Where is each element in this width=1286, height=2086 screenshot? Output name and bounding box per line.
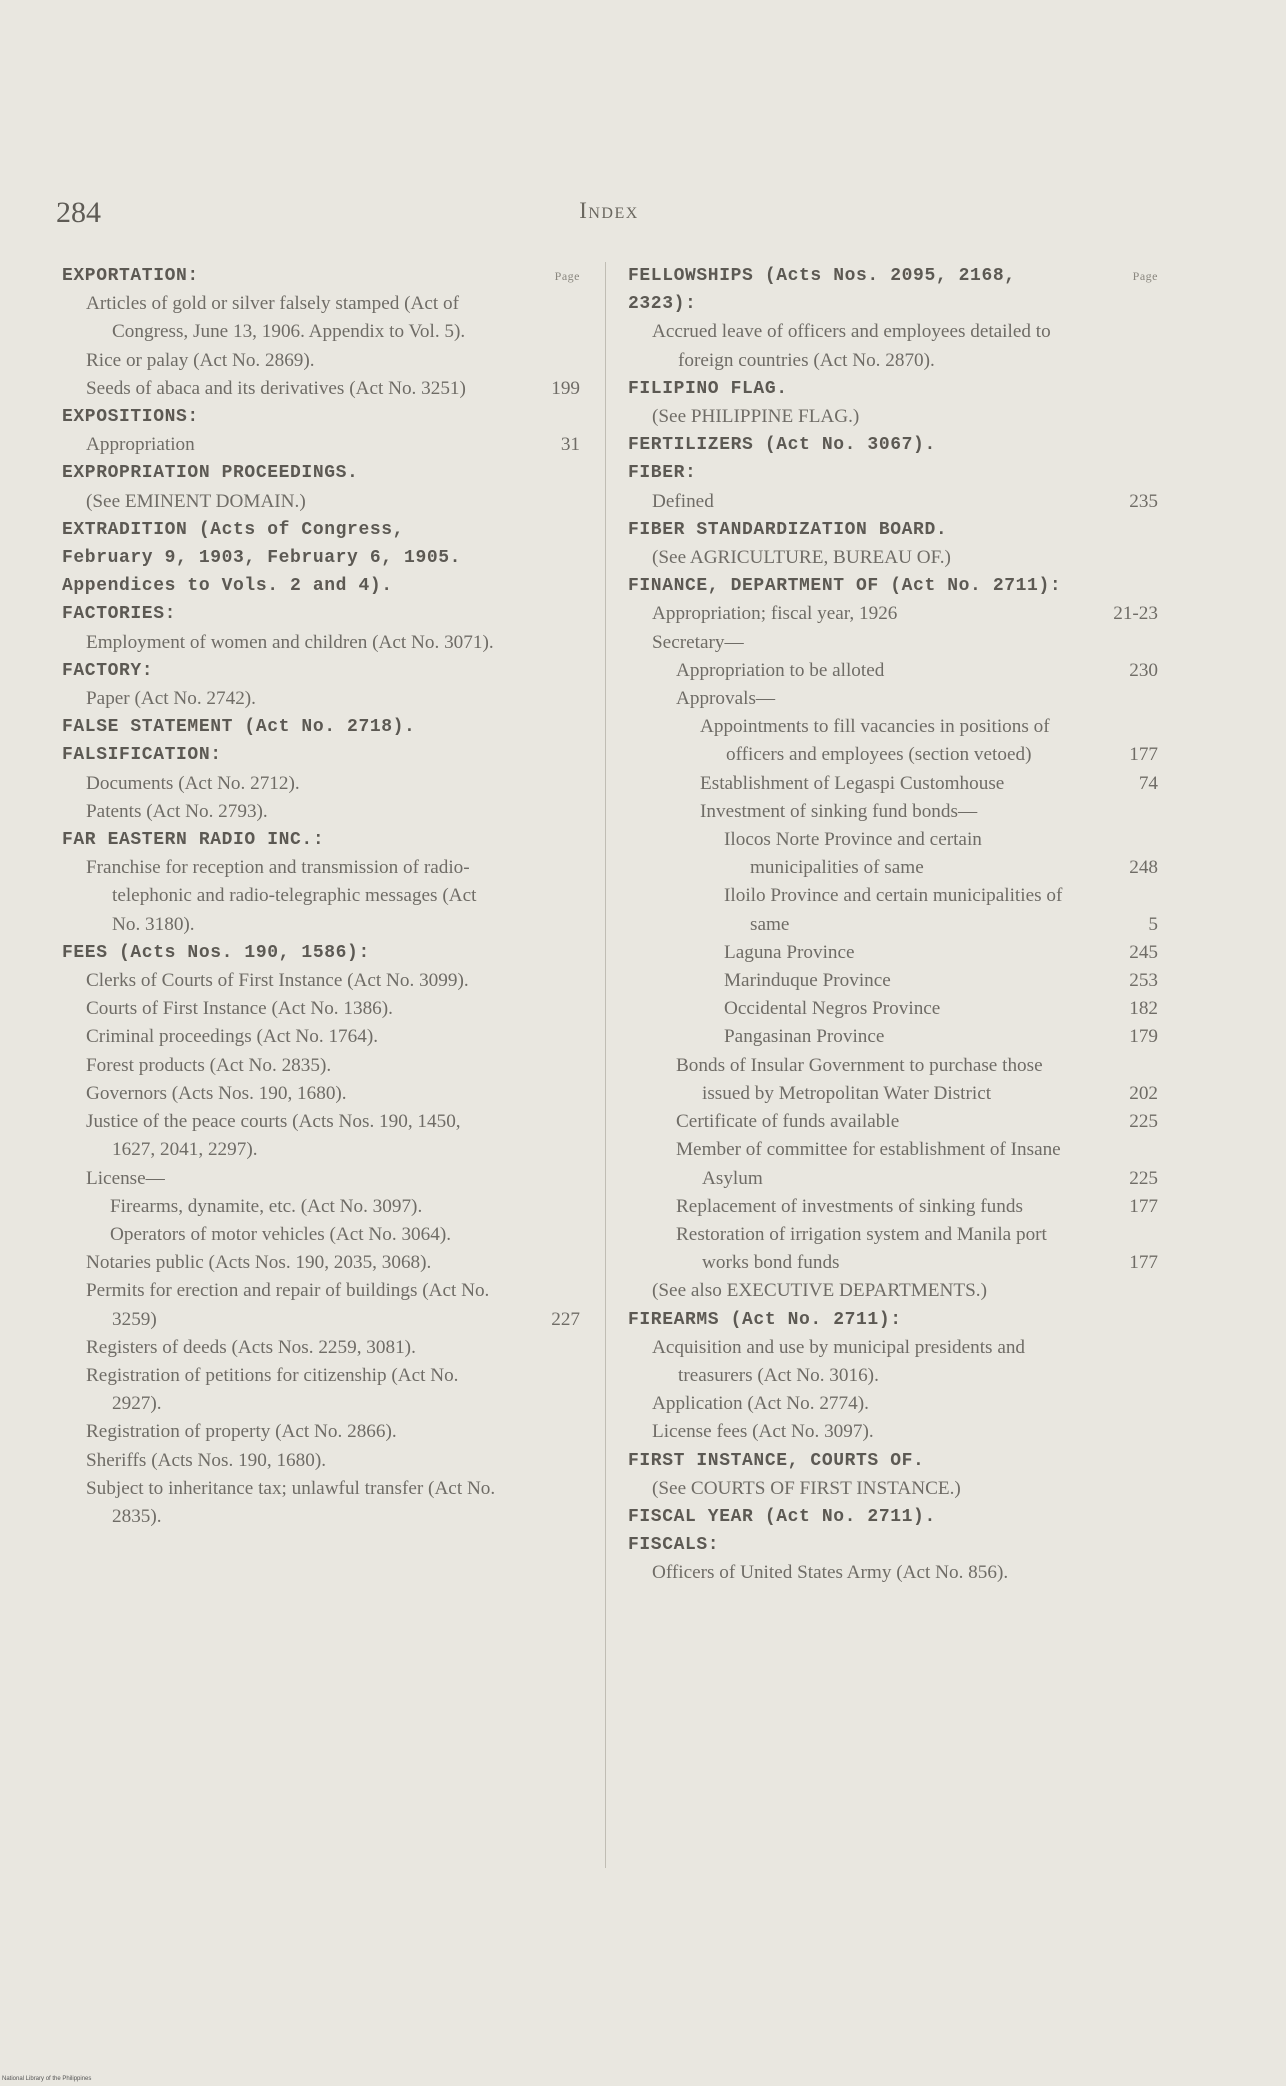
entry-text: Operators of motor vehicles (Act No. 3064). xyxy=(110,1223,452,1245)
footer-credit: National Library of the Philippines xyxy=(2,2076,92,2082)
index-heading xyxy=(62,826,580,854)
heading-text: FIBER STANDARDIZATION BOARD. xyxy=(628,519,948,540)
entry-text: Firearms, dynamite, etc. (Act No. 3097). xyxy=(110,1195,423,1217)
index-entry xyxy=(62,1165,580,1193)
entry-text: Criminal proceedings (Act No. 1764). xyxy=(86,1026,379,1048)
entry-page: 179 xyxy=(1129,1026,1158,1048)
index-entry xyxy=(62,1362,580,1418)
index-heading xyxy=(62,459,580,487)
index-entry xyxy=(62,290,580,346)
index-entry xyxy=(62,1080,580,1108)
entry-text: Clerks of Courts of First Instance (Act No. 3099). xyxy=(86,970,469,992)
index-entry xyxy=(628,770,1158,798)
entry-text: (See COURTS OF FIRST INSTANCE.) xyxy=(652,1477,961,1499)
entry-text: Establishment of Legaspi Customhouse xyxy=(700,772,1005,794)
entry-page: 177 xyxy=(1129,1195,1158,1217)
entry-text: Iloilo Province and certain municipalities of same xyxy=(724,885,1063,935)
index-heading xyxy=(628,1447,1158,1475)
index-entry xyxy=(628,685,1158,713)
heading-text: FIREARMS (Act No. 2711): xyxy=(628,1309,902,1330)
entry-page: 253 xyxy=(1129,970,1158,992)
index-heading xyxy=(628,431,1158,459)
entry-page: 31 xyxy=(560,434,580,456)
column-head-page: Page xyxy=(1132,269,1158,283)
entry-text: Accrued leave of officers and employees detailed to foreign countries (Act No. 2870). xyxy=(652,321,1051,371)
entry-text: Registers of deeds (Acts Nos. 2259, 3081). xyxy=(86,1336,416,1358)
entry-text: License— xyxy=(86,1167,165,1189)
entry-text: Forest products (Act No. 2835). xyxy=(86,1054,332,1076)
entry-text: Officers of United States Army (Act No. 856). xyxy=(652,1562,1009,1584)
entry-text: Patents (Act No. 2793). xyxy=(86,800,268,822)
heading-text: FISCALS: xyxy=(628,1535,720,1556)
index-entry xyxy=(628,882,1158,938)
index-entry xyxy=(628,544,1158,572)
entry-text: Employment of women and children (Act No. 3071). xyxy=(86,631,494,653)
entry-text: Secretary— xyxy=(652,631,744,653)
running-head: Index xyxy=(579,198,639,223)
index-entry xyxy=(62,1334,580,1362)
entry-text: Appointments to fill vacancies in positions of officers and employees (section vetoed) xyxy=(700,716,1050,766)
index-entry xyxy=(628,1221,1158,1277)
heading-text: FAR EASTERN RADIO INC.: xyxy=(62,830,325,851)
entry-page: 182 xyxy=(1129,998,1158,1020)
index-entry xyxy=(62,431,580,459)
index-heading xyxy=(628,516,1158,544)
index-entry xyxy=(62,685,580,713)
entry-text: (See also EXECUTIVE DEPARTMENTS.) xyxy=(652,1280,987,1302)
entry-page: 74 xyxy=(1138,772,1158,794)
entry-text: Subject to inheritance tax; unlawful transfer (Act No. 2835). xyxy=(86,1477,496,1527)
entry-text: Appropriation to be alloted xyxy=(676,659,885,681)
index-heading xyxy=(62,713,580,741)
index-heading xyxy=(62,516,580,601)
entry-text: Appropriation; fiscal year, 1926 xyxy=(652,603,898,625)
index-entry xyxy=(62,1052,580,1080)
heading-text: FELLOWSHIPS (Acts Nos. 2095, 2168, 2323): xyxy=(628,266,1016,315)
index-entry xyxy=(628,1052,1158,1108)
entry-text: Justice of the peace courts (Acts Nos. 190, 1450, 1627, 2041, 2297). xyxy=(86,1111,461,1161)
column-divider xyxy=(605,262,606,1868)
heading-text: FACTORIES: xyxy=(62,604,177,625)
index-heading xyxy=(628,1306,1158,1334)
index-entry xyxy=(628,1334,1158,1390)
index-entry xyxy=(628,1023,1158,1051)
index-heading xyxy=(62,741,580,769)
entry-text: Permits for erection and repair of buildings (Act No. 3259) xyxy=(86,1280,490,1330)
heading-text: FILIPINO FLAG. xyxy=(628,378,788,399)
entry-text: Notaries public (Acts Nos. 190, 2035, 3068). xyxy=(86,1252,432,1274)
index-entry xyxy=(62,1277,580,1333)
heading-text: EXPROPRIATION PROCEEDINGS. xyxy=(62,463,359,484)
heading-text: EXTRADITION (Acts of Congress, February 9, 1903, February 6, 1905. Appendices to Vols. 2 and 4). xyxy=(62,519,462,597)
entry-text: Ilocos Norte Province and certain municipalities of same xyxy=(724,829,982,879)
index-entry xyxy=(628,629,1158,657)
heading-text: FIRST INSTANCE, COURTS OF. xyxy=(628,1450,925,1471)
index-heading xyxy=(628,1503,1158,1531)
index-entry xyxy=(62,375,580,403)
index-entry xyxy=(62,1108,580,1164)
entry-text: Paper (Act No. 2742). xyxy=(86,688,256,710)
entry-text: Certificate of funds available xyxy=(676,1111,900,1133)
index-entry xyxy=(628,1136,1158,1192)
entry-text: (See AGRICULTURE, BUREAU OF.) xyxy=(652,547,951,569)
entry-text: Bonds of Insular Government to purchase those issued by Metropolitan Water District xyxy=(676,1054,1043,1104)
entry-text: Defined xyxy=(652,490,714,512)
entry-text: Member of committee for establishment of Insane Asylum xyxy=(676,1139,1061,1189)
entry-text: Replacement of investments of sinking funds xyxy=(676,1195,1023,1217)
entry-text: Courts of First Instance (Act No. 1386). xyxy=(86,998,393,1020)
heading-text: FALSE STATEMENT (Act No. 2718). xyxy=(62,717,416,738)
index-entry xyxy=(628,826,1158,882)
heading-text: FISCAL YEAR (Act No. 2711). xyxy=(628,1506,936,1527)
heading-text: EXPORTATION: xyxy=(62,266,199,286)
index-entry xyxy=(628,798,1158,826)
index-entry xyxy=(62,1418,580,1446)
heading-text: FIBER: xyxy=(628,463,697,484)
index-entry xyxy=(628,1108,1158,1136)
index-entry xyxy=(62,1447,580,1475)
heading-text: FINANCE, DEPARTMENT OF (Act No. 2711): xyxy=(628,576,1062,597)
entry-page: 248 xyxy=(1129,857,1158,879)
column-head-page: Page xyxy=(554,269,580,283)
index-entry xyxy=(628,939,1158,967)
index-heading xyxy=(62,657,580,685)
entry-page: 245 xyxy=(1129,941,1158,963)
heading-text: FALSIFICATION: xyxy=(62,745,222,766)
page-number: 284 xyxy=(56,196,101,229)
index-entry xyxy=(628,967,1158,995)
entry-text: Marinduque Province xyxy=(724,970,891,992)
index-entry xyxy=(628,1277,1158,1305)
entry-text: Registration of property (Act No. 2866). xyxy=(86,1421,397,1443)
index-heading xyxy=(62,600,580,628)
index-heading xyxy=(628,572,1158,600)
entry-text: Occidental Negros Province xyxy=(724,998,941,1020)
index-entry xyxy=(628,1390,1158,1418)
entry-text: Pangasinan Province xyxy=(724,1026,885,1048)
index-entry xyxy=(62,854,580,939)
entry-text: Seeds of abaca and its derivatives (Act No. 3251) xyxy=(86,377,466,399)
entry-text: Acquisition and use by municipal presidents and treasurers (Act No. 3016). xyxy=(652,1336,1026,1386)
page-header xyxy=(56,196,1162,236)
entry-text: Rice or palay (Act No. 2869). xyxy=(86,349,315,371)
entry-page: 177 xyxy=(1129,744,1158,766)
index-entry xyxy=(628,1559,1158,1587)
index-entry xyxy=(62,488,580,516)
index-entry xyxy=(628,600,1158,628)
index-entry xyxy=(628,1475,1158,1503)
entry-page: 21-23 xyxy=(1113,603,1158,625)
index-entry xyxy=(628,318,1158,374)
heading-text: FEES (Acts Nos. 190, 1586): xyxy=(62,942,370,963)
entry-text: (See EMINENT DOMAIN.) xyxy=(86,490,306,512)
entry-page: 225 xyxy=(1129,1111,1158,1133)
index-heading xyxy=(628,375,1158,403)
index-entry xyxy=(62,995,580,1023)
index-heading xyxy=(628,459,1158,487)
entry-text: Investment of sinking fund bonds— xyxy=(700,800,978,822)
entry-text: Sheriffs (Acts Nos. 190, 1680). xyxy=(86,1449,327,1471)
index-entry xyxy=(62,967,580,995)
entry-text: Articles of gold or silver falsely stamped (Act of Congress, June 13, 1906. Appendix to Vol. 5). xyxy=(86,293,466,343)
heading-text: FACTORY: xyxy=(62,660,154,681)
index-entry xyxy=(62,1221,580,1249)
entry-page: 227 xyxy=(551,1308,580,1330)
entry-text: Approvals— xyxy=(676,688,776,710)
index-entry xyxy=(628,1193,1158,1221)
index-entry xyxy=(62,1249,580,1277)
entry-page: 235 xyxy=(1129,490,1158,512)
heading-text: FERTILIZERS (Act No. 3067). xyxy=(628,435,936,456)
entry-text: Documents (Act No. 2712). xyxy=(86,772,300,794)
index-heading xyxy=(628,1531,1158,1559)
entry-text: Application (Act No. 2774). xyxy=(652,1393,869,1415)
entry-text: Restoration of irrigation system and Manila port works bond funds xyxy=(676,1223,1047,1274)
index-entry xyxy=(628,995,1158,1023)
entry-page: 230 xyxy=(1129,659,1158,681)
entry-text: (See PHILIPPINE FLAG.) xyxy=(652,406,860,428)
index-heading xyxy=(62,262,580,290)
heading-text: EXPOSITIONS: xyxy=(62,407,199,428)
entry-page: 199 xyxy=(551,377,580,399)
entry-page: 5 xyxy=(1148,913,1158,935)
index-entry xyxy=(62,1193,580,1221)
entry-text: Appropriation xyxy=(86,434,195,456)
index-entry xyxy=(62,1475,580,1531)
entry-text: Laguna Province xyxy=(724,941,855,963)
index-entry xyxy=(62,629,580,657)
index-heading xyxy=(62,403,580,431)
index-column-left xyxy=(62,262,580,1531)
index-column-right xyxy=(628,262,1158,1588)
index-entry xyxy=(62,347,580,375)
entry-text: Governors (Acts Nos. 190, 1680). xyxy=(86,1082,347,1104)
entry-page: 225 xyxy=(1129,1167,1158,1189)
index-entry xyxy=(628,403,1158,431)
index-entry xyxy=(628,488,1158,516)
entry-text: License fees (Act No. 3097). xyxy=(652,1421,874,1443)
entry-page: 177 xyxy=(1129,1252,1158,1274)
entry-page: 202 xyxy=(1129,1082,1158,1104)
entry-text: Registration of petitions for citizenship (Act No. 2927). xyxy=(86,1364,459,1415)
index-entry xyxy=(628,657,1158,685)
index-entry xyxy=(62,770,580,798)
index-entry xyxy=(628,713,1158,769)
index-entry xyxy=(62,798,580,826)
index-entry xyxy=(628,1418,1158,1446)
index-heading xyxy=(628,262,1158,318)
index-entry xyxy=(62,1023,580,1051)
entry-text: Franchise for reception and transmission of radio-telephonic and radio-telegraphic messages (Act No. 3180). xyxy=(86,857,477,935)
index-heading xyxy=(62,939,580,967)
